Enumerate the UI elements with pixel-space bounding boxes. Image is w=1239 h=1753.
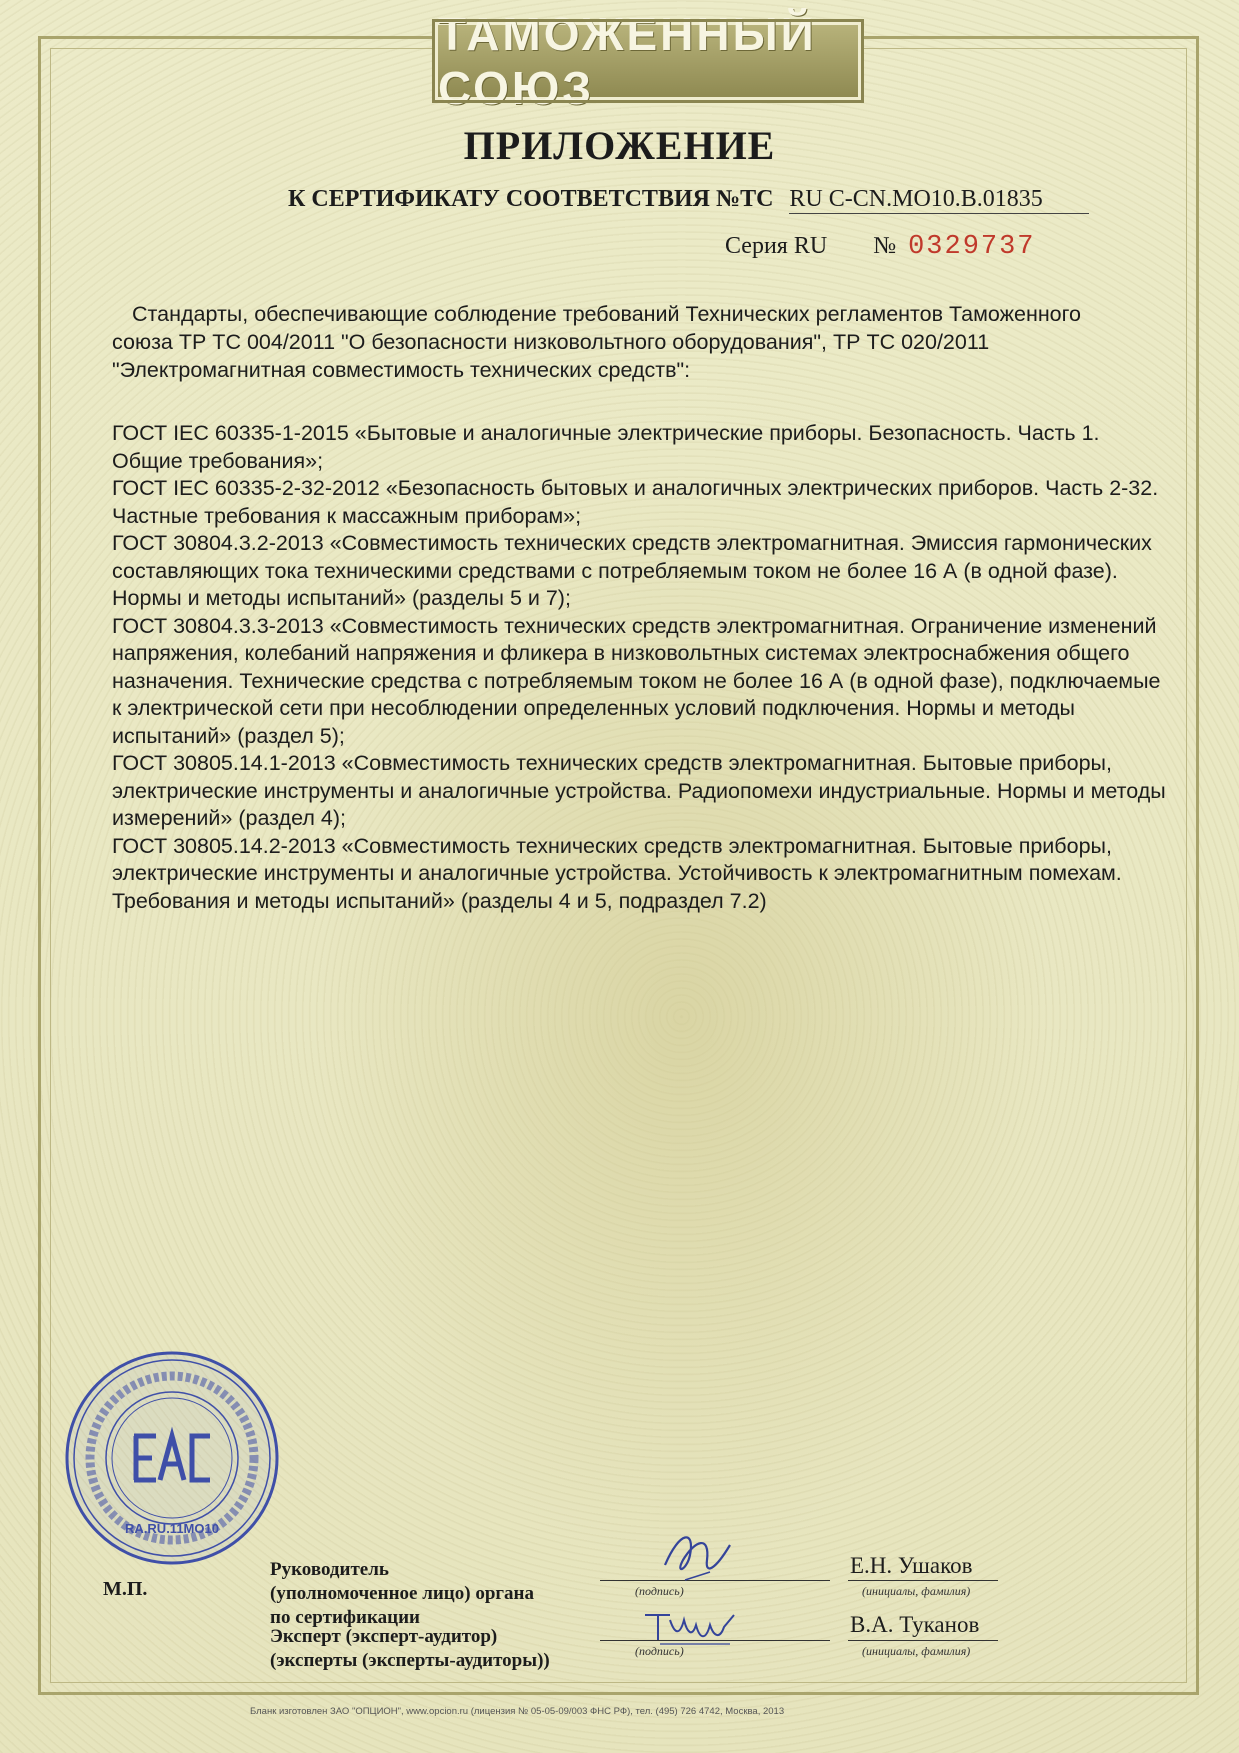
head-name: Е.Н. Ушаков: [850, 1553, 973, 1578]
expert-role-label: Эксперт (эксперт-аудитор) (эксперты (эксперты-аудиторы)): [270, 1626, 550, 1671]
certificate-no-label: №ТС: [715, 186, 774, 212]
expert-name-line: [848, 1640, 998, 1641]
standard-item: ГОСТ 30805.14.2-2013 «Совместимость технических средств электромагнитная. Бытовые приборы, электрические инструменты и аналогичные устройства. Устойчивость к электромагнитным помехам. Требования и методы испытаний» (разделы 4 и 5, подраздел 7.2): [112, 833, 1122, 913]
certification-seal: [62, 1348, 282, 1568]
expert-name: В.А. Туканов: [850, 1612, 980, 1637]
document-title: ПРИЛОЖЕНИЕ: [463, 123, 776, 168]
expert-signature: [640, 1600, 750, 1650]
certificate-label: К СЕРТИФИКАТУ СООТВЕТСТВИЯ: [288, 186, 710, 212]
series-label: Серия: [725, 233, 788, 259]
standards-list: [112, 420, 1167, 915]
series-no-label: №: [873, 233, 897, 259]
series-line: [725, 232, 1036, 262]
seal-code: RA.RU.11MO10: [125, 1521, 219, 1536]
standard-item: ГОСТ IEC 60335-2-32-2012 «Безопасность бытовых и аналогичных электрических приборов. Часть 2-32. Частные требования к массажным приборам»;: [112, 476, 1159, 528]
certificate-number: RU C-CN.MO10.B.01835: [789, 186, 1089, 214]
intro-paragraph: Стандарты, обеспечивающие соблюдение требований Технических регламентов Таможенного союза ТР ТС 004/2011 "О безопасности низковольтного оборудования", ТР ТС 020/2011 "Электромагнитная совместимость технических средств":: [112, 302, 1081, 382]
standard-item: ГОСТ 30805.14.1-2013 «Совместимость технических средств электромагнитная. Бытовые приборы, электрические инструменты и аналогичные устройства. Радиопомехи индустриальные. Нормы и методы измерений» (раздел 4);: [112, 751, 1166, 830]
standard-item: ГОСТ 30804.3.3-2013 «Совместимость технических средств электромагнитная. Ограничение изменений напряжения, колебаний напряжения и фликера в низковольтных системах электроснабжения общего назначения. Технические средства с потребляемым током не более 16 А (в одной фазе), подключаемые к электрической сети при несоблюдении определенных условий подключения. Нормы и методы испытаний» (раздел 5);: [112, 613, 1161, 748]
expert-name-caption: (инициалы, фамилия): [862, 1644, 971, 1658]
head-name-caption: (инициалы, фамилия): [862, 1584, 971, 1598]
stamp-place-label: М.П.: [103, 1578, 148, 1600]
customs-union-banner: ТАМОЖЕННЫЙ СОЮЗ: [435, 22, 861, 100]
head-role-label: Руководитель (уполномоченное лицо) органа по сертификации: [270, 1559, 534, 1628]
form-footer: Бланк изготовлен ЗАО "ОПЦИОН", www.opcion.ru (лицензия № 05-05-09/003 ФНС РФ), тел. (495) 726 4742, Москва, 2013: [250, 1706, 785, 1717]
standard-item: ГОСТ IEC 60335-1-2015 «Бытовые и аналогичные электрические приборы. Безопасность. Часть 1. Общие требования»;: [112, 421, 1100, 473]
expert-signature-caption: (подпись): [635, 1644, 684, 1658]
head-name-line: [848, 1580, 998, 1581]
certificate-reference: [288, 186, 1089, 214]
standard-item: ГОСТ 30804.3.2-2013 «Совместимость технических средств электромагнитная. Эмиссия гармонических составляющих тока техническими средствами с потребляемым током не более 16 А (в одной фазе). Нормы и методы испытаний» (разделы 5 и 7);: [112, 531, 1152, 610]
head-signature: [655, 1525, 745, 1585]
head-signature-caption: (подпись): [635, 1584, 684, 1598]
series-number: 0329737: [908, 232, 1036, 262]
series-value: RU: [793, 233, 828, 259]
